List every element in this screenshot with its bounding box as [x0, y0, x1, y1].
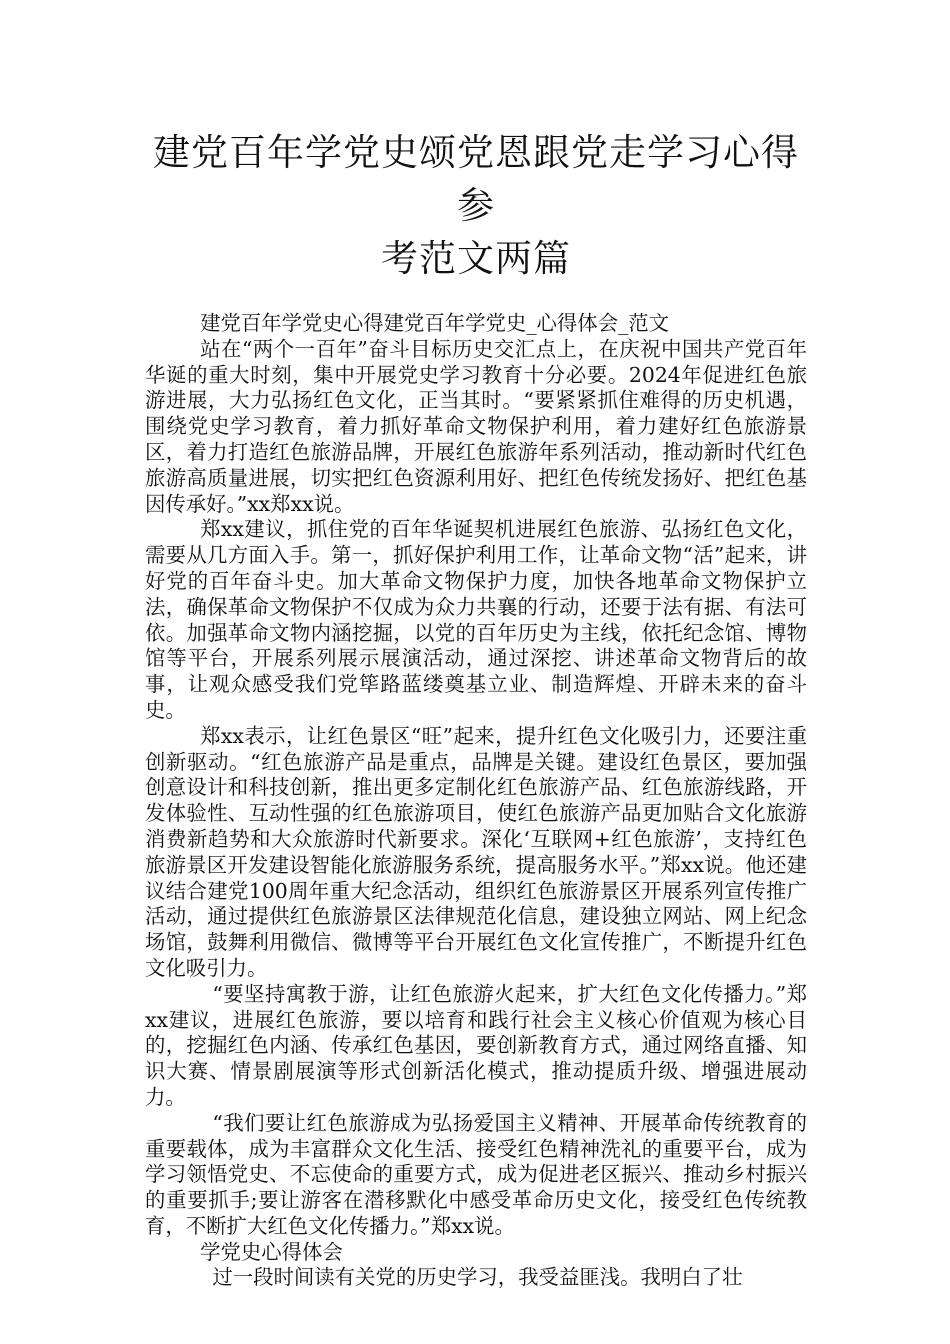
- document-title: [145, 126, 807, 285]
- document-page: [145, 126, 807, 1291]
- article-1-paragraph-3: 郑xx表示，让红色景区“旺”起来，提升红色文化吸引力，还要注重创新驱动。“红色旅游产品是重点，品牌是关键。建设红色景区，要加强创意设计和科技创新，推出更多定制化红色旅游产品、红色旅游线路，开发体验性、互动性强的红色旅游项目，使红色旅游产品更加贴合文化旅游消费新趋势和大众旅游时代新要求。深化‘互联网+红色旅游’，支持红色旅游景区开发建设智能化旅游服务系统，提高服务水平。”郑xx说。他还建议结合建党100周年重大纪念活动，组织红色旅游景区开展系列宣传推广活动，通过提供红色旅游景区法律规范化信息，建设独立网站、网上纪念场馆，鼓舞利用微信、微博等平台开展红色文化宣传推广，不断提升红色文化吸引力。: [145, 723, 807, 980]
- article-2-paragraph-1: 过一段时间读有关党的历史学习，我受益匪浅。我明白了壮: [212, 1265, 743, 1290]
- article-1-paragraph-5: “我们要让红色旅游成为弘扬爱国主义精神、开展革命传统教育的重要载体，成为丰富群众文化生活、接受红色精神洗礼的重要平台，成为学习领悟党史、不忘使命的重要方式，成为促进老区振兴、推动乡村振兴的重要抓手;要让游客在潜移默化中感受革命历史文化，接受红色传统教育，不断扩大红色文化传播力。”郑xx说。: [145, 1110, 807, 1238]
- article-1-heading: 建党百年学党史心得建党百年学党史_心得体会_范文: [200, 311, 670, 335]
- document-title-line-1: 建党百年学党史颂党恩跟党走学习心得参: [153, 131, 799, 227]
- document-body: [145, 311, 807, 1291]
- article-1-paragraph-2: 郑xx建议，抓住党的百年华诞契机进展红色旅游、弘扬红色文化，需要从几方面入手。第一，抓好保护利用工作，让革命文物“活”起来，讲好党的百年奋斗史。加大革命文物保护力度，加快各地革命文物保护立法，确保革命文物保护不仅成为众力共襄的行动，还要于法有据、有法可依。加强革命文物内涵挖掘，以党的百年历史为主线，依托纪念馆、博物馆等平台，开展系列展示展演活动，通过深挖、讲述革命文物背后的故事，让观众感受我们党筚路蓝缕奠基立业、制造辉煌、开辟未来的奋斗史。: [145, 517, 807, 722]
- article-1-paragraph-1: 站在“两个一百年”奋斗目标历史交汇点上，在庆祝中国共产党百年华诞的重大时刻，集中开展党史学习教育十分必要。2024年促进红色旅游进展，大力弘扬红色文化，正当其时。“要紧紧抓住难得的历史机遇，围绕党史学习教育，着力抓好革命文物保护利用，着力建好红色旅游景区，着力打造红色旅游品牌，开展红色旅游年系列活动，推动新时代红色旅游高质量进展，切实把红色资源利用好、把红色传统发扬好、把红色基因传承好。”xx郑xx说。: [145, 336, 807, 516]
- document-title-line-2: 考范文两篇: [381, 237, 571, 280]
- article-1-paragraph-4: “要坚持寓教于游，让红色旅游火起来，扩大红色文化传播力。”郑xx建议，进展红色旅游，要以培育和践行社会主义核心价值观为核心目的，挖掘红色内涵、传承红色基因，要创新教育方式，通过网络直播、知识大赛、情景剧展演等形式创新活化模式，推动提质升级、增强进展动力。: [145, 981, 807, 1109]
- article-2-heading: 学党史心得体会: [200, 1239, 343, 1264]
